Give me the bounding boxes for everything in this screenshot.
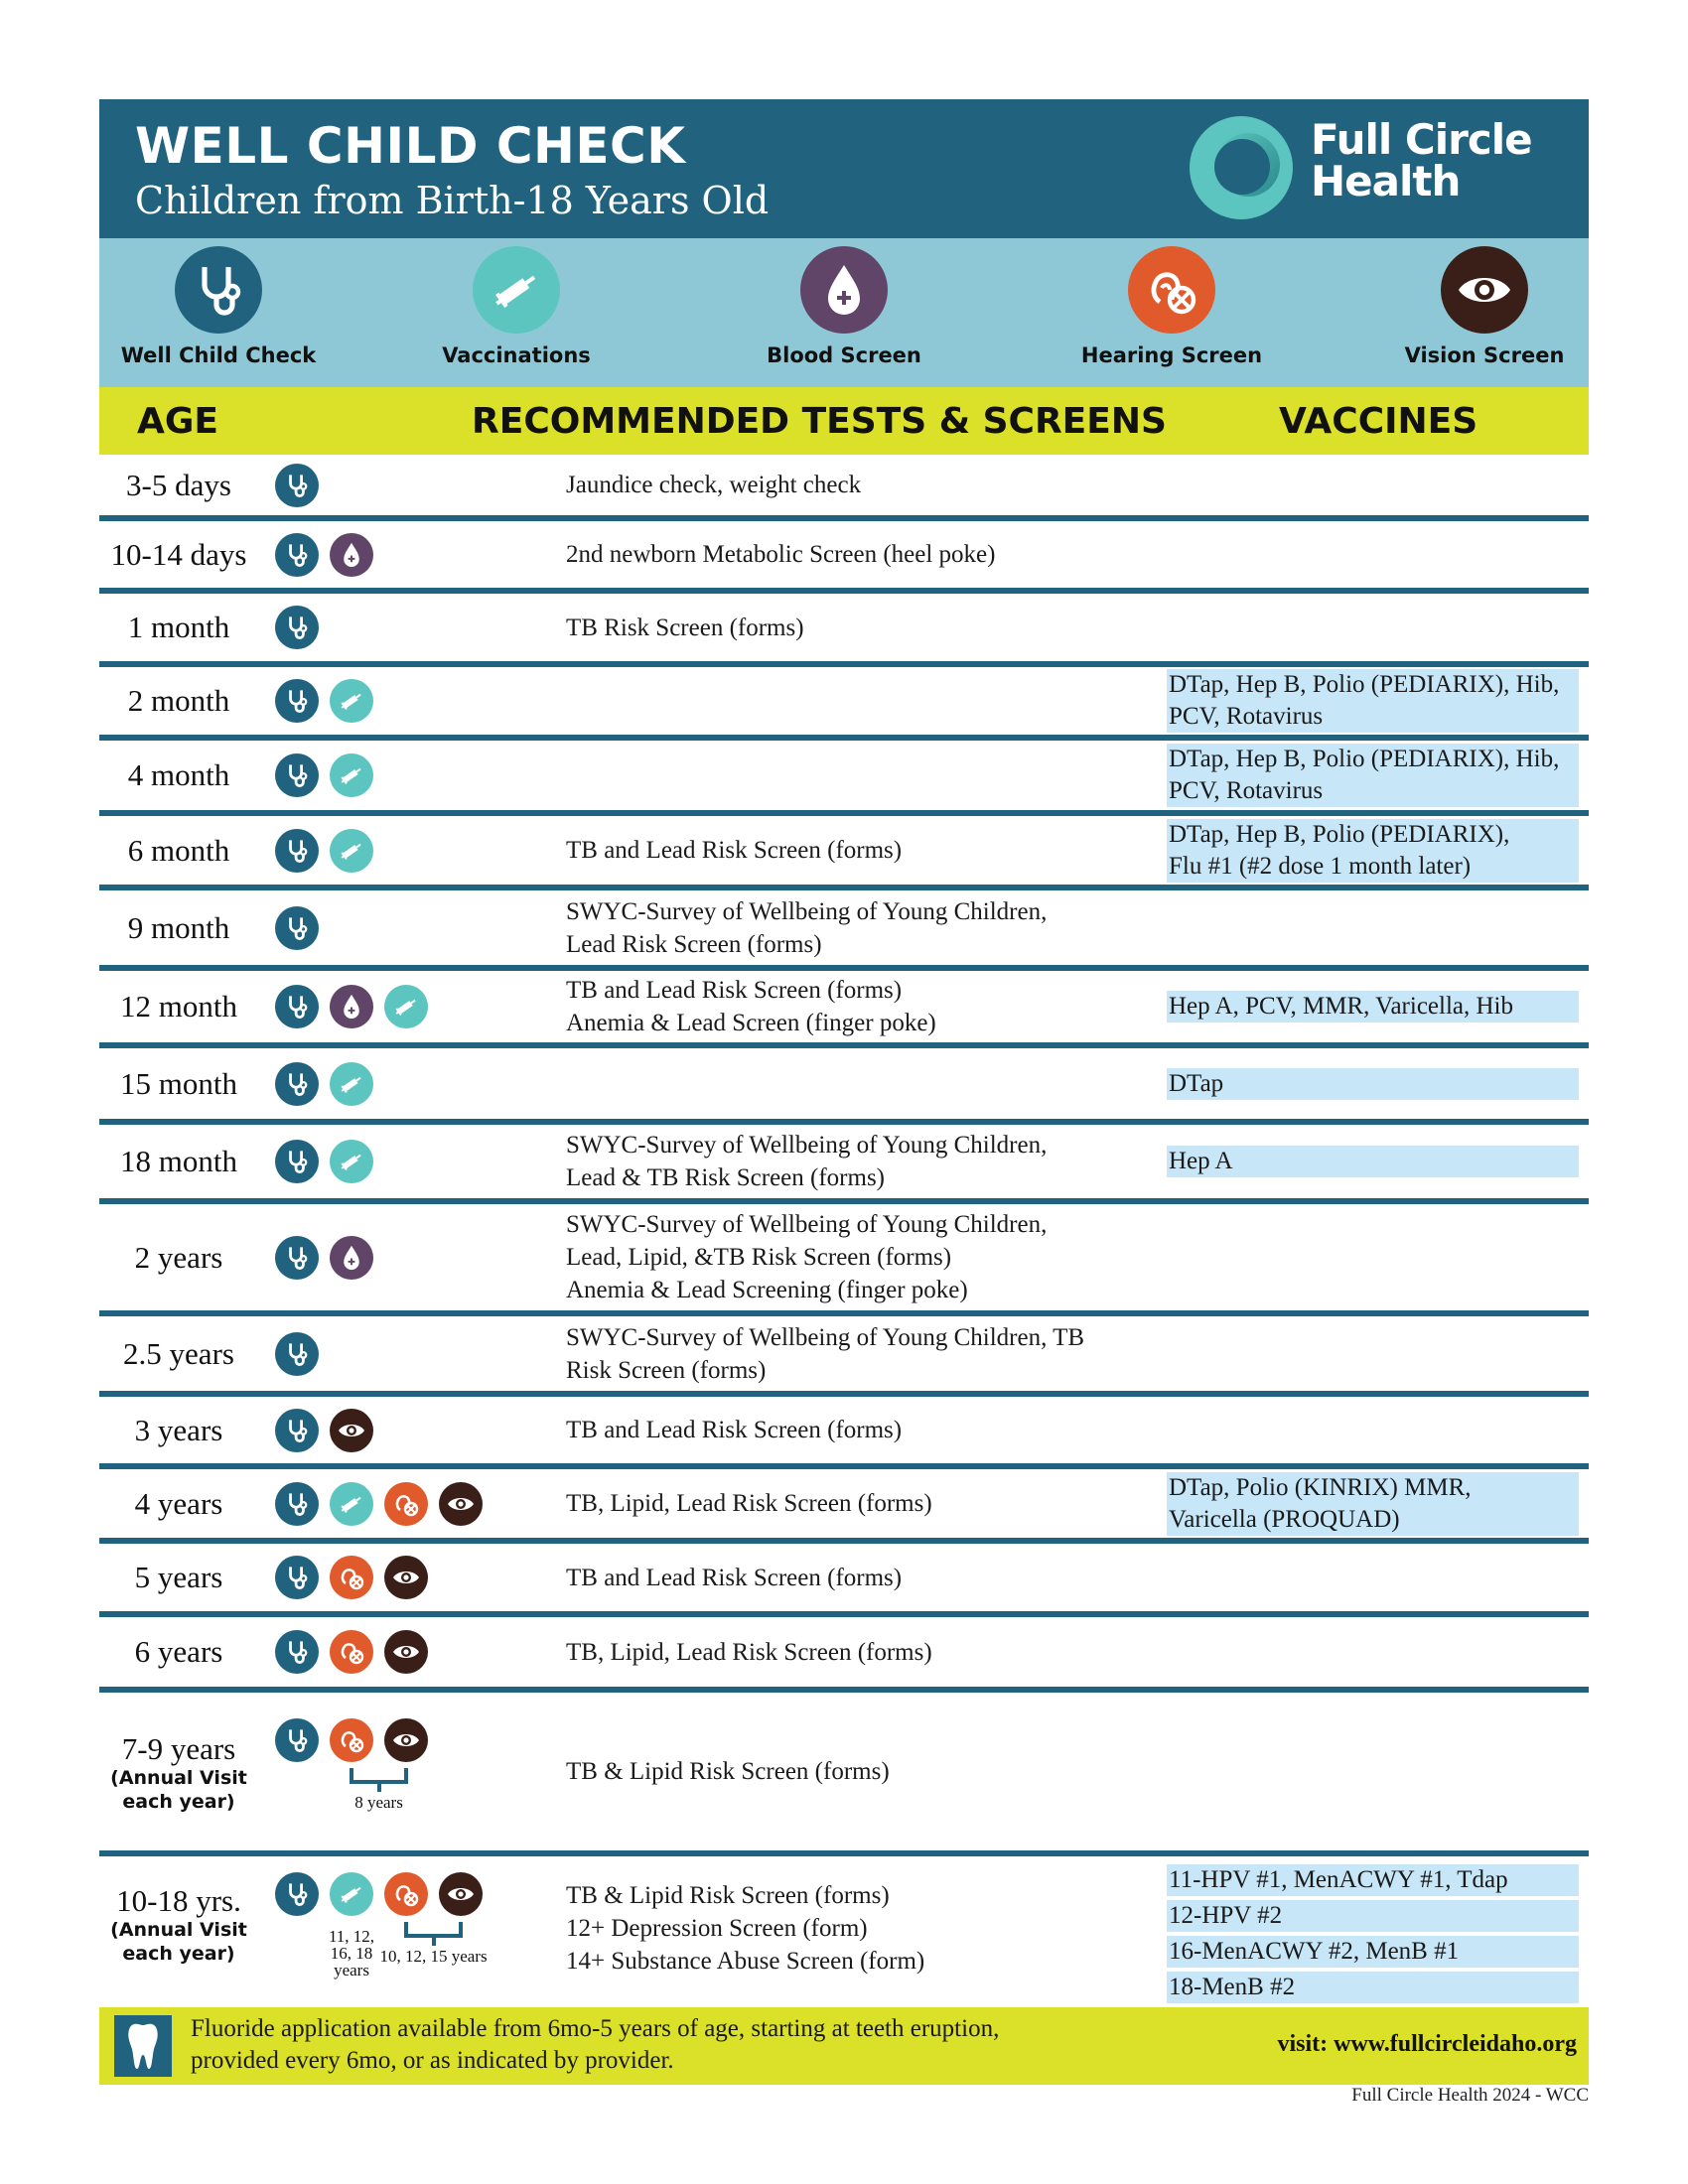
table-row (99, 1617, 1589, 1693)
vaccine-box (1167, 1472, 1579, 1536)
stethoscope-icon (275, 985, 319, 1028)
column-header (99, 387, 1589, 455)
table-row (99, 816, 1589, 890)
vaccines-cell (1167, 991, 1579, 1026)
age-label: 2 years (134, 1240, 223, 1275)
test-line: Anemia & Lead Screen (finger poke) (566, 1010, 936, 1036)
syringe-icon (473, 246, 560, 334)
age-label: 3 years (134, 1413, 223, 1447)
test-line: SWYC-Survey of Wellbeing of Young Children, (566, 898, 1048, 925)
column-age: AGE (137, 401, 219, 442)
age-cell (99, 1337, 258, 1371)
tests-cell (566, 1487, 1182, 1520)
vaccine-box (1167, 819, 1579, 883)
test-line: TB and Lead Risk Screen (forms) (566, 977, 903, 1004)
stethoscope-icon (275, 1236, 319, 1280)
table-row (99, 1469, 1589, 1544)
vaccine-line: PCV, Rotavirus (1169, 703, 1324, 730)
logo-text-line2: Health (1311, 157, 1461, 205)
vaccine-box (1167, 1146, 1579, 1177)
ear-icon (384, 1872, 428, 1916)
eye-icon (439, 1482, 483, 1526)
test-line: Jaundice check, weight check (566, 472, 862, 498)
vaccine-line: 12-HPV #2 (1167, 1900, 1579, 1932)
vaccine-box (1167, 669, 1579, 733)
age-cell (99, 1487, 258, 1521)
page-title: WELL CHILD CHECK (135, 117, 686, 175)
well-child-check-sheet (99, 99, 1589, 2000)
eye-icon (439, 1872, 483, 1916)
age-label: 15 month (120, 1066, 237, 1101)
age-cell (99, 1884, 258, 1966)
stethoscope-icon (275, 1718, 319, 1762)
syringe-icon (330, 1482, 373, 1526)
age-label: 6 month (127, 833, 230, 868)
age-label: 2 month (127, 683, 230, 718)
vaccine-line: PCV, Rotavirus (1169, 777, 1324, 804)
tests-cell (566, 1879, 1182, 1978)
test-line: TB & Lipid Risk Screen (forms) (566, 1882, 890, 1909)
legend-label: Hearing Screen (1080, 343, 1263, 367)
stethoscope-icon (275, 753, 319, 797)
table-row (99, 1316, 1589, 1397)
test-line: TB, Lipid, Lead Risk Screen (forms) (566, 1490, 932, 1517)
service-icons (275, 1630, 428, 1674)
tests-cell (566, 1636, 1182, 1669)
age-cell (99, 1414, 258, 1447)
vaccine-box (1167, 991, 1579, 1023)
blood-drop-icon (330, 533, 373, 577)
vaccines-cell (1167, 1864, 1579, 2007)
service-icons (275, 1409, 373, 1452)
full-circle-logo-icon (1187, 113, 1296, 222)
vaccines-cell (1167, 1068, 1579, 1104)
test-line: TB and Lead Risk Screen (forms) (566, 1417, 903, 1443)
stethoscope-icon (275, 1482, 319, 1526)
age-cell (99, 1067, 258, 1101)
table-row (99, 971, 1589, 1048)
age-cell (99, 834, 258, 868)
legend-item-well-child-check (99, 246, 338, 367)
stethoscope-icon (275, 1332, 319, 1376)
service-icons (275, 1872, 483, 1916)
column-vaccines: VACCINES (1279, 401, 1478, 442)
table-row (99, 1204, 1589, 1316)
eye-icon (1441, 246, 1528, 334)
page-subtitle: Children from Birth-18 Years Old (135, 179, 770, 222)
vaccine-line: 11-HPV #1, MenACWY #1, Tdap (1167, 1864, 1579, 1896)
tests-cell (566, 1414, 1182, 1446)
test-line: 12+ Depression Screen (form) (566, 1915, 868, 1942)
syringe-icon (330, 753, 373, 797)
vaccine-line: 16-MenACWY #2, MenB #1 (1167, 1936, 1579, 1968)
test-line: TB and Lead Risk Screen (forms) (566, 1565, 903, 1591)
age-label: 5 years (134, 1560, 223, 1594)
stethoscope-icon (275, 464, 319, 507)
service-icons (275, 679, 373, 723)
vaccine-ages-label: 11, 12, 16, 18 years (328, 1927, 375, 1979)
syringe-icon (330, 1140, 373, 1183)
blood-drop-icon (330, 985, 373, 1028)
ear-icon (384, 1482, 428, 1526)
stethoscope-icon (275, 1409, 319, 1452)
ear-icon (330, 1556, 373, 1599)
service-icons (275, 606, 319, 649)
age-note: (Annual Visit each year) (110, 1919, 247, 1965)
service-icons (275, 1718, 428, 1762)
test-line: SWYC-Survey of Wellbeing of Young Children, TB (566, 1324, 1085, 1351)
syringe-icon (330, 679, 373, 723)
age-cell (99, 538, 258, 572)
vaccine-line: Varicella (PROQUAD) (1169, 1506, 1400, 1533)
age-cell (99, 1241, 258, 1275)
fluoride-line1: Fluoride application available from 6mo-5 years of age, starting at teeth eruption, (191, 2015, 1000, 2042)
test-line: SWYC-Survey of Wellbeing of Young Children, (566, 1132, 1048, 1159)
ear-icon (330, 1630, 373, 1674)
age-bracket (404, 1922, 463, 1938)
legend-item-blood-screen (725, 246, 963, 367)
vaccines-cell (1167, 744, 1579, 811)
age-label: 3-5 days (126, 468, 231, 502)
test-line: SWYC-Survey of Wellbeing of Young Children, (566, 1211, 1048, 1238)
age-label: 1 month (127, 610, 230, 644)
test-line: 2nd newborn Metabolic Screen (heel poke) (566, 541, 996, 568)
age-note: (Annual Visit each year) (110, 1767, 247, 1813)
eye-icon (384, 1556, 428, 1599)
test-line: 14+ Substance Abuse Screen (form) (566, 1948, 925, 1975)
age-cell (99, 758, 258, 792)
header (99, 99, 1589, 238)
age-label: 4 years (134, 1486, 223, 1521)
table-row (99, 890, 1589, 971)
service-icons (275, 464, 319, 507)
table-row (99, 1544, 1589, 1617)
age-label: 12 month (120, 989, 237, 1024)
tests-cell (566, 1208, 1182, 1306)
vaccine-line: DTap, Hep B, Polio (PEDIARIX), (1169, 821, 1510, 848)
service-icons (275, 1482, 483, 1526)
table-row (99, 455, 1589, 521)
test-line: Lead, Lipid, &TB Risk Screen (forms) (566, 1244, 952, 1271)
syringe-icon (330, 829, 373, 873)
table-row (99, 1125, 1589, 1204)
vaccine-line: Flu #1 (#2 dose 1 month later) (1169, 853, 1472, 880)
vaccines-cell (1167, 1146, 1579, 1181)
test-line: TB, Lipid, Lead Risk Screen (forms) (566, 1639, 932, 1666)
age-bracket (350, 1768, 408, 1784)
tooth-icon (114, 2015, 172, 2077)
vaccine-line: Hep A, PCV, MMR, Varicella, Hib (1169, 993, 1513, 1020)
ear-icon (330, 1718, 373, 1762)
age-cell (99, 684, 258, 718)
table-row (99, 1048, 1589, 1125)
fluoride-banner (99, 2007, 1589, 2085)
age-label: 2.5 years (123, 1336, 234, 1371)
table-row (99, 1693, 1589, 1856)
service-icons (275, 1332, 319, 1376)
vaccine-line: 18-MenB #2 (1167, 1972, 1579, 2003)
blood-drop-icon (330, 1236, 373, 1280)
website-link[interactable]: visit: www.fullcircleidaho.org (1277, 2031, 1577, 2057)
tests-cell (566, 612, 1182, 644)
syringe-icon (330, 1872, 373, 1916)
age-cell (99, 911, 258, 945)
vaccines-cell (1167, 669, 1579, 737)
stethoscope-icon (275, 1556, 319, 1599)
vaccines-cell (1167, 819, 1579, 887)
service-icons (275, 1556, 428, 1599)
tests-cell (566, 538, 1182, 571)
vaccine-line: DTap, Hep B, Polio (PEDIARIX), Hib, (1169, 746, 1560, 772)
stethoscope-icon (275, 1630, 319, 1674)
vaccine-line: DTap, Polio (KINRIX) MMR, (1169, 1474, 1472, 1501)
vaccine-line: DTap (1169, 1070, 1224, 1097)
fluoride-text (191, 2013, 999, 2077)
table-row (99, 521, 1589, 594)
table-row (99, 1397, 1589, 1469)
tests-cell (566, 469, 1182, 501)
age-cell (99, 469, 258, 502)
footer-credit: Full Circle Health 2024 - WCC (1351, 2085, 1589, 2106)
fluoride-line2: provided every 6mo, or as indicated by provider. (191, 2047, 674, 2074)
test-line: TB Risk Screen (forms) (566, 614, 804, 641)
stethoscope-icon (175, 246, 262, 334)
eye-icon (384, 1718, 428, 1762)
column-tests: RECOMMENDED TESTS & SCREENS (472, 401, 1167, 442)
stethoscope-icon (275, 1062, 319, 1106)
vaccine-box (1167, 1068, 1579, 1100)
service-icons (275, 1236, 373, 1280)
vaccine-line: Hep A (1169, 1148, 1233, 1174)
test-line: Anemia & Lead Screening (finger poke) (566, 1277, 968, 1303)
age-label: 4 month (127, 757, 230, 792)
tests-cell (566, 1755, 1182, 1788)
service-icons (275, 985, 428, 1028)
age-label: 10-14 days (110, 537, 247, 572)
table-row (99, 1856, 1589, 2005)
tests-cell (566, 834, 1182, 867)
service-icons (275, 753, 373, 797)
legend-label: Well Child Check (120, 343, 317, 367)
logo-text (1311, 115, 1532, 205)
table-row (99, 594, 1589, 667)
table-row (99, 667, 1589, 741)
age-label: 6 years (134, 1634, 223, 1669)
tests-cell (566, 895, 1182, 961)
age-cell (99, 1635, 258, 1669)
tests-cell (566, 1321, 1182, 1387)
age-cell (99, 1561, 258, 1594)
stethoscope-icon (275, 906, 319, 950)
age-label: 7-9 years (121, 1731, 236, 1766)
stethoscope-icon (275, 679, 319, 723)
test-line: Lead Risk Screen (forms) (566, 931, 822, 958)
legend-label: Vaccinations (442, 343, 591, 367)
test-line: TB and Lead Risk Screen (forms) (566, 837, 903, 864)
service-icons (275, 829, 373, 873)
logo-text-line1: Full Circle (1311, 115, 1532, 164)
legend-item-hearing-screen (1053, 246, 1291, 367)
eye-icon (330, 1409, 373, 1452)
age-label: 9 month (127, 910, 230, 945)
service-icons (275, 1140, 373, 1183)
vaccine-box (1167, 744, 1579, 807)
age-label: 10-18 yrs. (116, 1883, 241, 1918)
ear-icon (1128, 246, 1215, 334)
blood-drop-icon (800, 246, 888, 334)
service-icons (275, 906, 319, 950)
service-icons (275, 533, 373, 577)
stethoscope-icon (275, 606, 319, 649)
age-cell (99, 1145, 258, 1178)
stethoscope-icon (275, 1140, 319, 1183)
tests-cell (566, 1129, 1182, 1194)
legend-item-vaccinations (397, 246, 635, 367)
test-line: Lead & TB Risk Screen (forms) (566, 1164, 885, 1191)
syringe-icon (384, 985, 428, 1028)
syringe-icon (330, 1062, 373, 1106)
icon-legend (99, 238, 1589, 387)
age-label: 18 month (120, 1144, 237, 1178)
stethoscope-icon (275, 533, 319, 577)
table-row (99, 741, 1589, 816)
eye-icon (384, 1630, 428, 1674)
tests-cell (566, 1562, 1182, 1594)
legend-item-vision-screen (1365, 246, 1604, 367)
stethoscope-icon (275, 1872, 319, 1916)
vaccine-line: DTap, Hep B, Polio (PEDIARIX), Hib, (1169, 671, 1560, 698)
bracket-label: 8 years (354, 1793, 403, 1812)
test-line: Risk Screen (forms) (566, 1357, 767, 1384)
legend-label: Blood Screen (767, 343, 921, 367)
age-cell (99, 611, 258, 644)
test-line: TB & Lipid Risk Screen (forms) (566, 1758, 890, 1785)
age-cell (99, 1732, 258, 1814)
vaccines-cell (1167, 1472, 1579, 1540)
bracket-label: 10, 12, 15 years (379, 1947, 488, 1966)
tests-cell (566, 974, 1182, 1039)
legend-label: Vision Screen (1404, 343, 1565, 367)
stethoscope-icon (275, 829, 319, 873)
service-icons (275, 1062, 373, 1106)
age-cell (99, 990, 258, 1024)
